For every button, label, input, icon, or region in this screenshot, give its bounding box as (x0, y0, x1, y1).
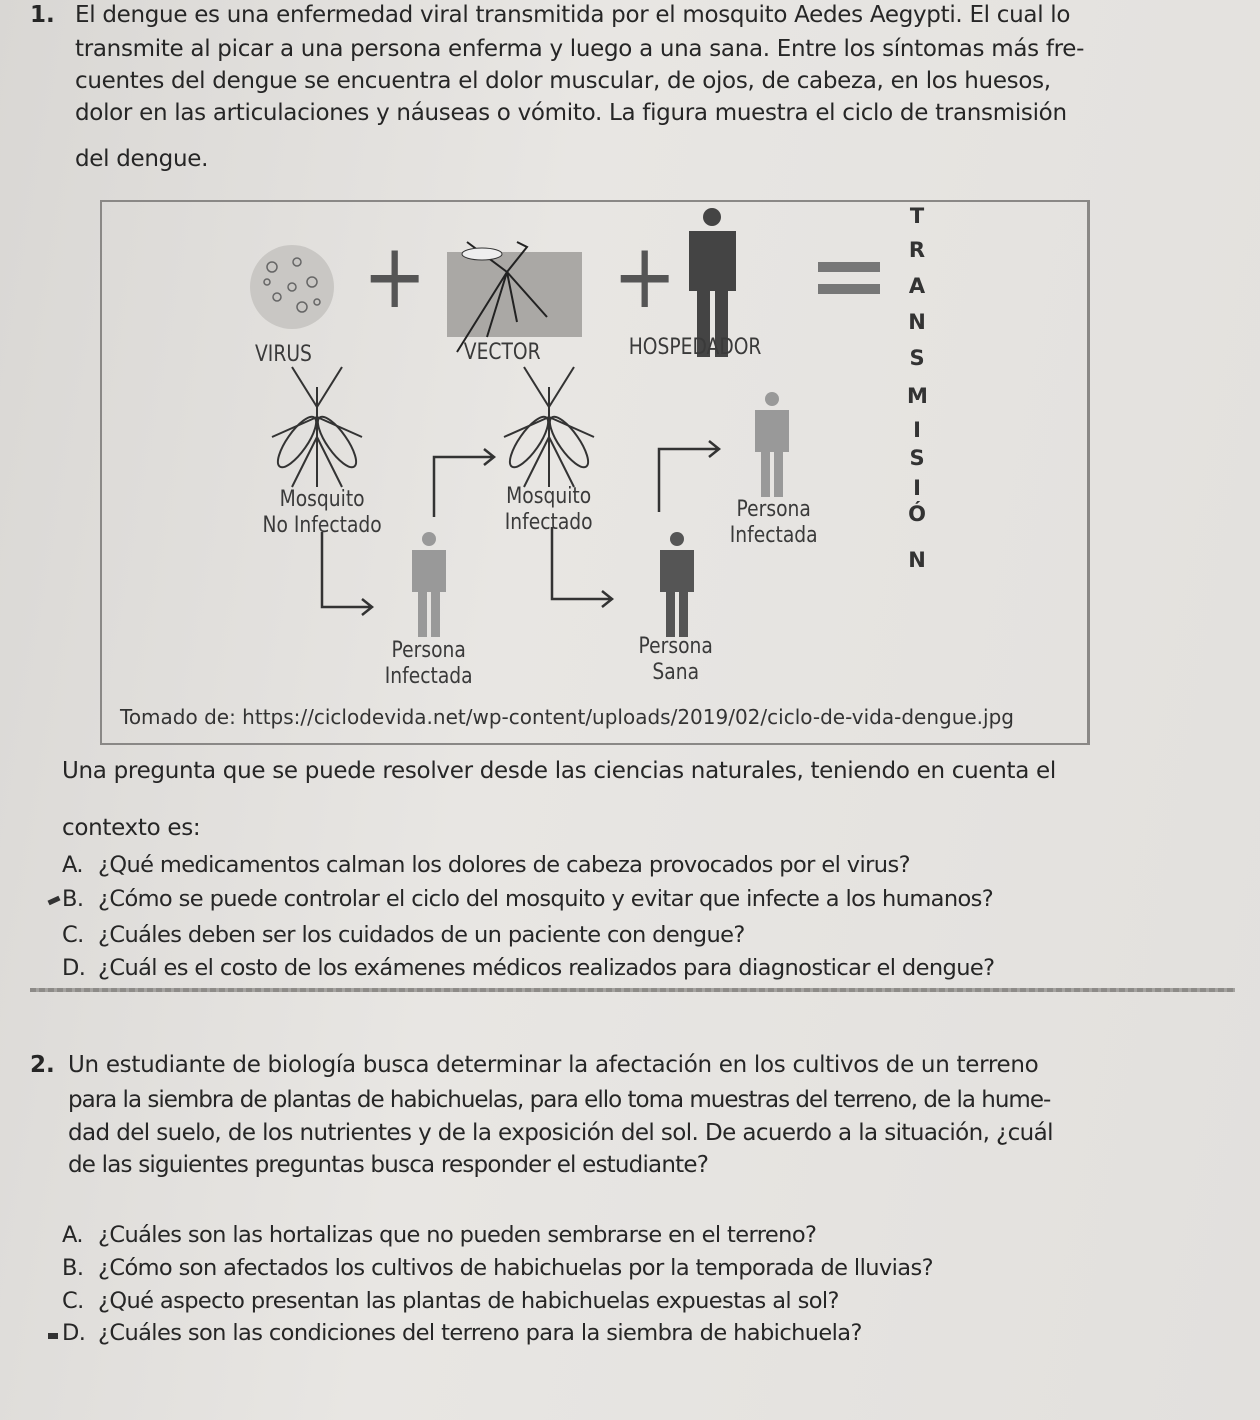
label-line: No Infectado (262, 513, 382, 538)
question-1-line: cuentes del dengue se encuentra el dolor muscular, de ojos, de cabeza, en los huesos, (75, 68, 1051, 94)
question-2-option-d[interactable] (62, 1320, 862, 1346)
person-healthy-label (639, 634, 713, 686)
person-infected-label (730, 497, 818, 549)
arrow-icon (320, 532, 380, 612)
virus-icon (247, 242, 337, 332)
virus-label: VIRUS (255, 342, 312, 367)
option-letter: A. (62, 1222, 83, 1248)
option-letter: C. (62, 922, 84, 948)
dengue-cycle-figure (100, 200, 1090, 745)
option-letter: A. (62, 852, 83, 878)
option-text: ¿Cuáles son las hortalizas que no pueden sembrarse en el terreno? (98, 1222, 817, 1248)
arrow-icon (432, 447, 502, 517)
vertical-letter: Ó (908, 502, 926, 526)
question-2-line: Un estudiante de biología busca determinar la afectación en los cultivos de un terreno (68, 1052, 1039, 1078)
uninfected-mosquito-icon (262, 367, 372, 492)
question-1-option-a[interactable] (62, 852, 910, 878)
vertical-letter: T (909, 204, 925, 228)
equals-sign (818, 262, 880, 272)
plus-sign: + (362, 224, 427, 329)
option-text: ¿Qué medicamentos calman los dolores de cabeza provocados por el virus? (98, 852, 910, 878)
option-text: ¿Cuáles son las condiciones del terreno para la siembra de habichuela? (98, 1320, 862, 1346)
question-2-line: dad del suelo, de los nutrientes y de la exposición del sol. De acuerdo a la situación, ¿cuál (68, 1120, 1053, 1146)
question-1-option-b[interactable] (62, 886, 993, 912)
person-infected-label (385, 638, 473, 690)
question-2-line: para la siembra de plantas de habichuelas, para ello toma muestras del terreno, de la hume- (68, 1087, 1051, 1113)
pencil-mark (48, 896, 61, 906)
question-2-option-c[interactable] (62, 1288, 839, 1314)
option-text: ¿Qué aspecto presentan las plantas de habichuelas expuestas al sol? (98, 1288, 839, 1314)
question-2-number: 2. (30, 1052, 55, 1078)
option-letter: D. (62, 955, 86, 981)
vertical-letter: R (908, 238, 926, 262)
figure-caption: Tomado de: https://ciclodevida.net/wp-content/uploads/2019/02/ciclo-de-vida-dengue.jpg (120, 705, 1014, 729)
question-2-option-a[interactable] (62, 1222, 816, 1248)
label-line: Persona (638, 634, 713, 659)
question-1-prompt: Una pregunta que se puede resolver desde las ciencias naturales, teniendo en cuenta el (62, 758, 1056, 784)
option-letter: B. (62, 1255, 84, 1281)
option-text: ¿Cómo son afectados los cultivos de habichuelas por la temporada de lluvias? (98, 1255, 933, 1281)
question-1-line: transmite al picar a una persona enferma y luego a una sana. Entre los síntomas más fre- (75, 36, 1085, 62)
question-1-line: dolor en las articulaciones y náuseas o vómito. La figura muestra el ciclo de transmisión (75, 100, 1067, 126)
pencil-mark (48, 1333, 58, 1339)
infected-person-icon (409, 532, 449, 637)
option-text: ¿Cuáles deben ser los cuidados de un paciente con dengue? (98, 922, 745, 948)
vertical-letter: I (913, 418, 921, 442)
label-line: Infectada (384, 664, 473, 689)
infected-person-icon (752, 392, 792, 497)
label-line: Sana (652, 660, 700, 685)
question-1-number: 1. (30, 2, 55, 28)
question-1-line: del dengue. (75, 146, 209, 172)
label-line: Infectada (729, 523, 818, 548)
label-line: Persona (391, 638, 466, 663)
option-letter: C. (62, 1288, 84, 1314)
vertical-letter: M (907, 384, 928, 408)
question-2-line: de las siguientes preguntas busca responder el estudiante? (68, 1152, 709, 1178)
label-line: Mosquito (279, 487, 365, 512)
question-1-option-c[interactable] (62, 922, 745, 948)
option-text: ¿Cuál es el costo de los exámenes médicos realizados para diagnosticar el dengue? (98, 955, 995, 981)
question-1-line: El dengue es una enfermedad viral transmitida por el mosquito Aedes Aegypti. El cual lo (75, 2, 1071, 28)
healthy-person-icon (657, 532, 697, 637)
host-label: HOSPEDADOR (628, 335, 762, 360)
option-text: ¿Cómo se puede controlar el ciclo del mosquito y evitar que infecte a los humanos? (98, 886, 994, 912)
section-divider (30, 988, 1235, 992)
infected-mosquito-icon (494, 367, 604, 492)
label-line: Mosquito (506, 484, 592, 509)
question-1-option-d[interactable] (62, 955, 994, 981)
vector-mosquito-icon (447, 242, 582, 347)
option-letter: D. (62, 1320, 86, 1346)
option-letter: B. (62, 886, 84, 912)
question-2-option-b[interactable] (62, 1255, 933, 1281)
label-line: Infectado (504, 510, 593, 535)
vertical-letter: S (909, 446, 925, 470)
question-1-prompt: contexto es: (62, 815, 201, 841)
plus-sign: + (612, 224, 677, 329)
vector-label: VECTOR (463, 340, 541, 365)
vertical-letter: A (908, 274, 926, 298)
vertical-letter: N (908, 310, 926, 334)
label-line: Persona (736, 497, 811, 522)
vertical-letter: I (913, 476, 921, 500)
arrow-icon (657, 437, 727, 512)
vertical-letter: N (908, 548, 926, 572)
arrow-icon (550, 527, 620, 607)
vertical-letter: S (909, 346, 925, 370)
